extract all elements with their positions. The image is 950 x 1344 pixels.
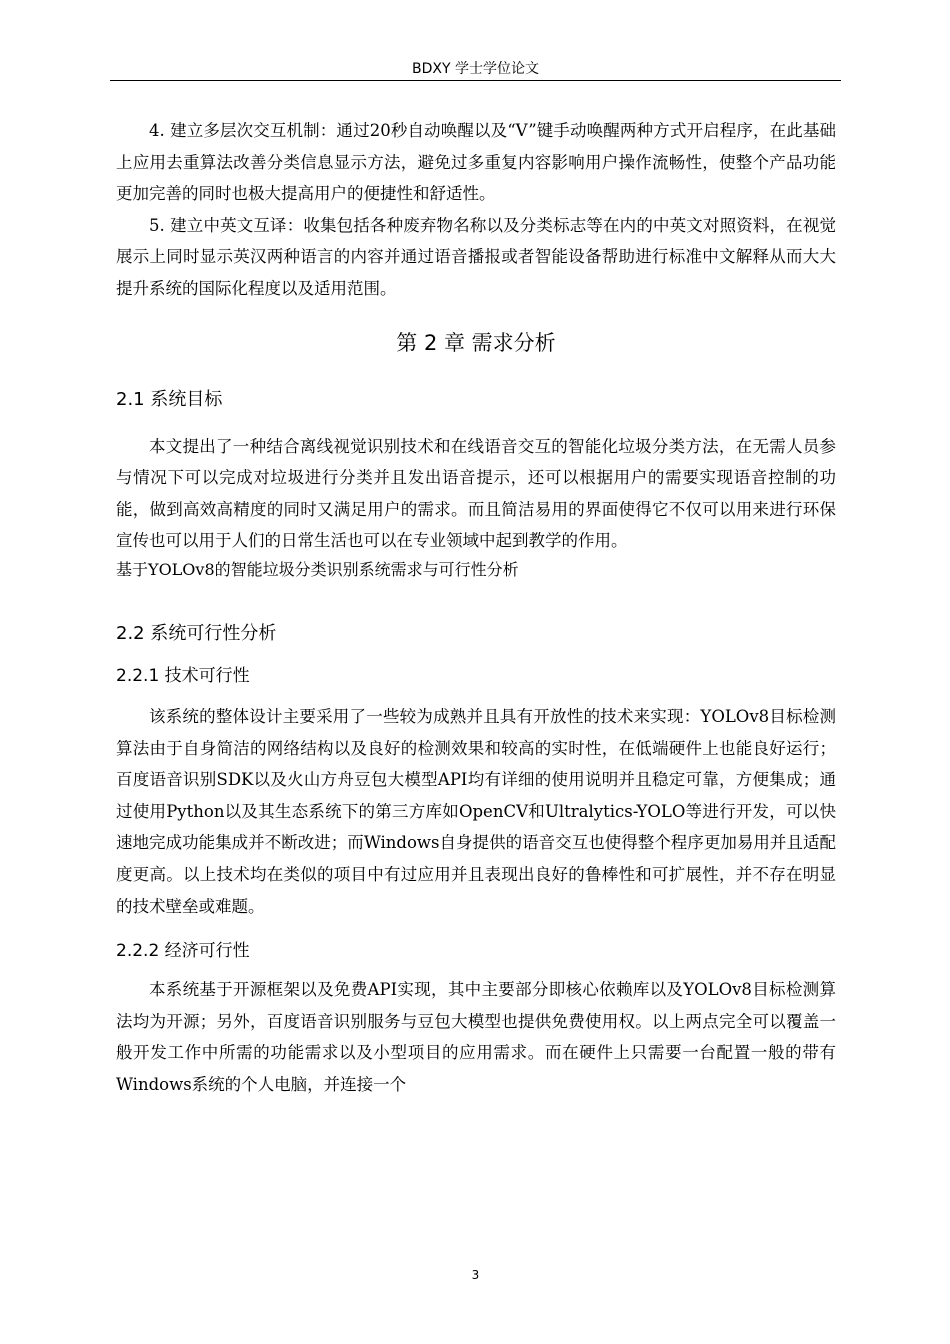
page-number: 3 bbox=[471, 1268, 480, 1282]
list-item-4: 4. 建立多层次交互机制：通过20秒自动唤醒以及“V”键手动唤醒两种方式开启程序，在此基础上应用去重算法改善分类信息显示方法，避免过多重复内容影响用户操作流畅性，使整个产品功能更加完善的同时也极大提高用户的便捷性和舒适性。 bbox=[116, 121, 836, 204]
section-heading-2-2: 2.2 系统可行性分析 bbox=[116, 622, 277, 644]
list-item-5: 5. 建立中英文互译：收集包括各种废弃物名称以及分类标志等在内的中英文对照资料，在视觉展示上同时显示英汉两种语言的内容并通过语音播报或者智能设备帮助进行标准中文解释从而大大提升系统的国际化程度以及适用范围。 bbox=[116, 215, 836, 298]
section-2-1-paragraph: 本文提出了一种结合离线视觉识别技术和在线语音交互的智能化垃圾分类方法，在无需人员参与情况下可以完成对垃圾进行分类并且发出语音提示，还可以根据用户的需要实现语音控制的功能，做到高效高精度的同时又满足用户的需求。而且简洁易用的界面使得它不仅可以用来进行环保宣传也可以用于人们的日常生活也可以在专业领域中起到教学的作用。 bbox=[116, 436, 836, 551]
page-body bbox=[116, 115, 836, 1100]
subsection-heading-2-2-2: 2.2.2 经济可行性 bbox=[116, 941, 250, 962]
running-caption: 基于YOLOv8的智能垃圾分类识别系统需求与可行性分析 bbox=[116, 559, 519, 579]
section-2-2-1-paragraph: 该系统的整体设计主要采用了一些较为成熟并且具有开放性的技术来实现：YOLOv8目标检测算法由于自身简洁的网络结构以及良好的检测效果和较高的实时性，在低端硬件上也能良好运行；百度语音识别SDK以及火山方舟豆包大模型API均有详细的使用说明并且稳定可靠，方便集成；通过使用Python以及其生态系统下的第三方库如OpenCV和Ultralytics-YOLO等进行开发，可以快速地完成功能集成并不断改进；而Windows自身提供的语音交互也使得整个程序更加易用并且适配度更高。以上技术均在类似的项目中有过应用并且表现出良好的鲁棒性和可扩展性，并不存在明显的技术壁垒或难题。 bbox=[116, 706, 836, 916]
page-header: BDXY 学士学位论文 bbox=[412, 61, 539, 77]
section-2-2-2-paragraph: 本系统基于开源框架以及免费API实现，其中主要部分即核心依赖库以及YOLOv8目标检测算法均为开源；另外，百度语音识别服务与豆包大模型也提供免费使用权。以上两点完全可以覆盖一般开发工作中所需的功能需求以及小型项目的应用需求。而在硬件上只需要一台配置一般的带有Windows系统的个人电脑，并连接一个 bbox=[116, 980, 836, 1094]
header-rule bbox=[110, 80, 841, 81]
section-heading-2-1: 2.1 系统目标 bbox=[116, 388, 223, 410]
chapter-title: 第 2 章 需求分析 bbox=[396, 330, 556, 355]
subsection-heading-2-2-1: 2.2.1 技术可行性 bbox=[116, 665, 250, 686]
